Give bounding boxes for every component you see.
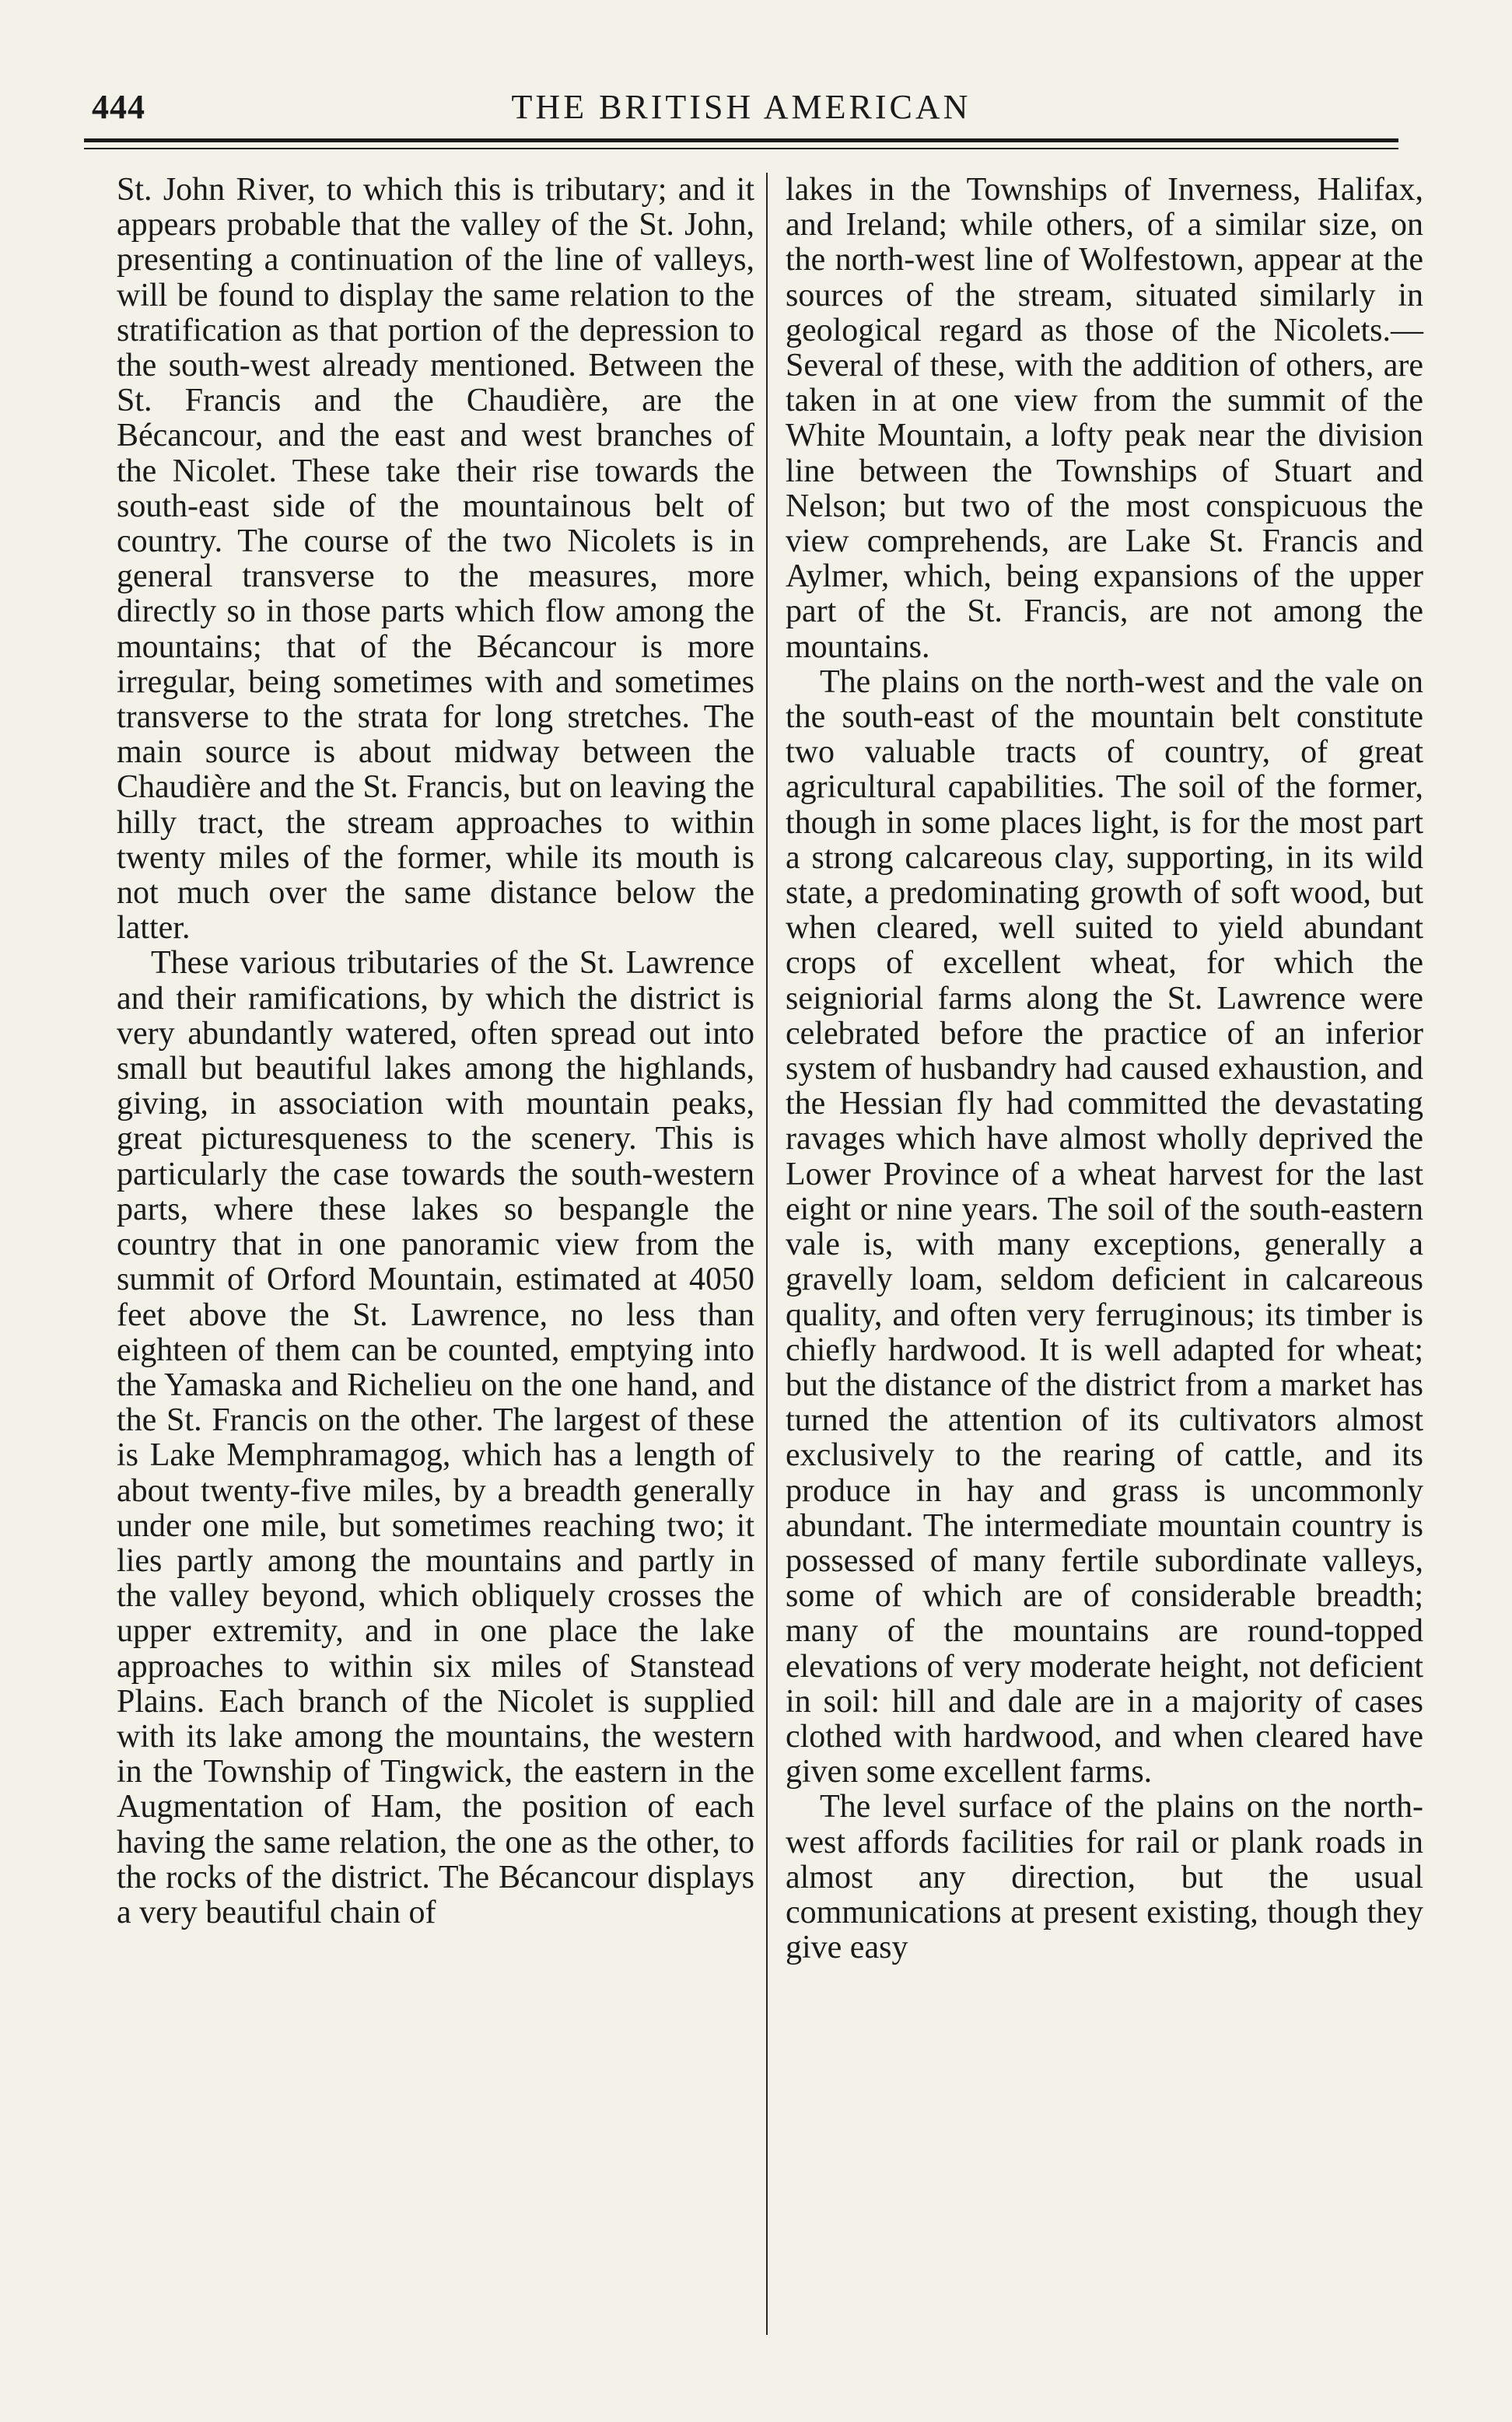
page-number: 444 xyxy=(92,88,145,126)
paragraph: The plains on the north-west and the vale on the south-east of the mountain belt constitute two valuable tracts of country, of great agricultural capabilities. The soil of the former, though in some places light, is for the most part a strong calcareous clay, supporting, in its wild state, a predominating growth of soft wood, but when cleared, well suited to yield abundant crops of excellent wheat, for which the seigniorial farms along the St. Lawrence were celebrated before the practice of an inferior system of husbandry had caused exhaustion, and the Hessian fly had committed the devastating ravages which have almost wholly deprived the Lower Province of a wheat harvest for the last eight or nine years. The soil of the south-eastern vale is, with many exceptions, generally a gravelly loam, seldom deficient in calcareous quality, and often very ferruginous; its timber is chiefly hardwood. It is well adapted for wheat; but the distance of the district from a market has turned the attention of its cultivators almost exclusively to the rearing of cattle, and its produce in hay and grass is uncommonly abundant. The intermediate mountain country is possessed of many fertile subordinate valleys, some of which are of considerable breadth; many of the mountains are round-topped elevations of very moderate height, not deficient in soil: hill and dale are in a majority of cases clothed with hardwood, and when cleared have given some excellent farms. xyxy=(786,663,1423,1790)
paragraph: lakes in the Townships of Inverness, Halifax, and Ireland; while others, of a similar size, on the north-west line of Wolfestown, appear at the sources of the stream, situated similarly in geological regard as those of the Nicolets.—Several of these, with the addition of others, are taken in at one view from the summit of the White Mountain, a lofty peak near the division line between the Townships of Stuart and Nelson; but two of the most conspicuous the view comprehends, are Lake St. Francis and Aylmer, which, being expansions of the upper part of the St. Francis, are not among the mountains. xyxy=(786,172,1423,665)
page-header xyxy=(84,78,1398,132)
column-divider xyxy=(766,173,768,2335)
paragraph: St. John River, to which this is tributary; and it appears probable that the valley of the St. John, presenting a continuation of the line of valleys, will be found to display the same relation to the stratification as that portion of the depression to the south-west already mentioned. Between the St. Francis and the Chaudière, are the Bécancour, and the east and west branches of the Nicolet. These take their rise towards the south-east side of the mountainous belt of country. The course of the two Nicolets is in general transverse to the measures, more directly so in those parts which flow among the mountains; that of the Bécancour is more irregular, being sometimes with and sometimes transverse to the strata for long stretches. The main source is about midway between the Chaudière and the St. Francis, but on leaving the hilly tract, the stream approaches to within twenty miles of the former, while its mouth is not much over the same distance below the latter. xyxy=(117,172,754,947)
right-column xyxy=(786,173,1423,2350)
header-rule-thin xyxy=(84,148,1398,149)
paragraph: These various tributaries of the St. Lawrence and their ramifications, by which the district is very abundantly watered, often spread out into small but beautiful lakes among the highlands, giving, in association with mountain peaks, great picturesqueness to the scenery. This is particularly the case towards the south-western parts, where these lakes so bespangle the country that in one panoramic view from the summit of Orford Mountain, estimated at 4050 feet above the St. Lawrence, no less than eighteen of them can be counted, emptying into the Yamaska and Richelieu on the one hand, and the St. Francis on the other. The largest of these is Lake Memphramagog, which has a length of about twenty-five miles, by a breadth generally under one mile, but sometimes reaching two; it lies partly among the mountains and partly in the valley beyond, which obliquely crosses the upper extremity, and in one place the lake approaches to within six miles of Stanstead Plains. Each branch of the Nicolet is supplied with its lake among the mountains, the western in the Township of Tingwick, the eastern in the Augmentation of Ham, the position of each having the same relation, the one as the other, to the rocks of the district. The Bécancour displays a very beautiful chain of xyxy=(117,945,754,1930)
header-rule-thick xyxy=(84,138,1398,142)
left-column xyxy=(117,173,754,2350)
running-title: THE BRITISH AMERICAN xyxy=(511,88,971,126)
paragraph: The level surface of the plains on the north-west affords facilities for rail or plank roads in almost any direction, but the usual communications at present existing, though they give easy xyxy=(786,1789,1423,1966)
